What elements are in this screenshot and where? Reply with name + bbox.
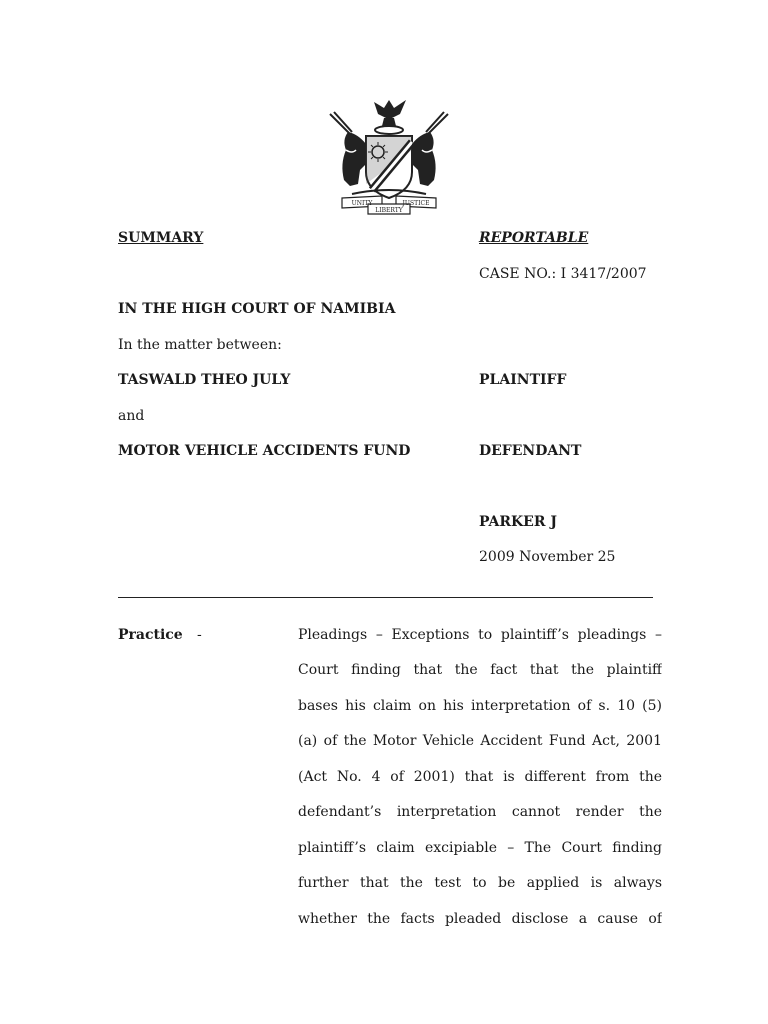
case-number: CASE NO.: I 3417/2007 xyxy=(479,266,647,282)
practice-line: defendant’s interpretation cannot render the xyxy=(298,804,662,820)
practice-dash: - xyxy=(197,627,202,643)
motto-right: JUSTICE xyxy=(402,200,430,207)
section-divider xyxy=(118,597,653,598)
practice-label: Practice xyxy=(118,627,183,643)
practice-line: (Act No. 4 of 2001) that is different from the xyxy=(298,769,662,785)
matter-between: In the matter between: xyxy=(118,337,282,353)
judgment-date: 2009 November 25 xyxy=(479,549,616,565)
judge-name: PARKER J xyxy=(479,514,557,530)
plaintiff-name: TASWALD THEO JULY xyxy=(118,372,291,388)
namibia-coat-of-arms-icon xyxy=(322,94,456,216)
practice-line: Court finding that the fact that the plaintiff xyxy=(298,662,662,678)
reportable-label: REPORTABLE xyxy=(479,230,589,246)
and-connector: and xyxy=(118,408,145,424)
practice-line: further that the test to be applied is always xyxy=(298,875,662,891)
practice-line: whether the facts pleaded disclose a cause of xyxy=(298,911,662,927)
defendant-name: MOTOR VEHICLE ACCIDENTS FUND xyxy=(118,443,411,459)
practice-line: bases his claim on his interpretation of s. 10 (5) xyxy=(298,698,662,714)
practice-line: Pleadings – Exceptions to plaintiff’s pleadings – xyxy=(298,627,662,643)
practice-line: plaintiff’s claim excipiable – The Court finding xyxy=(298,840,662,856)
defendant-role: DEFENDANT xyxy=(479,443,582,459)
plaintiff-role: PLAINTIFF xyxy=(479,372,567,388)
practice-line: (a) of the Motor Vehicle Accident Fund Act, 2001 xyxy=(298,733,662,749)
court-name: IN THE HIGH COURT OF NAMIBIA xyxy=(118,301,396,317)
summary-heading: SUMMARY xyxy=(118,230,204,246)
motto-bottom: LIBERTY xyxy=(375,207,403,214)
motto-left: UNITY xyxy=(351,200,373,207)
